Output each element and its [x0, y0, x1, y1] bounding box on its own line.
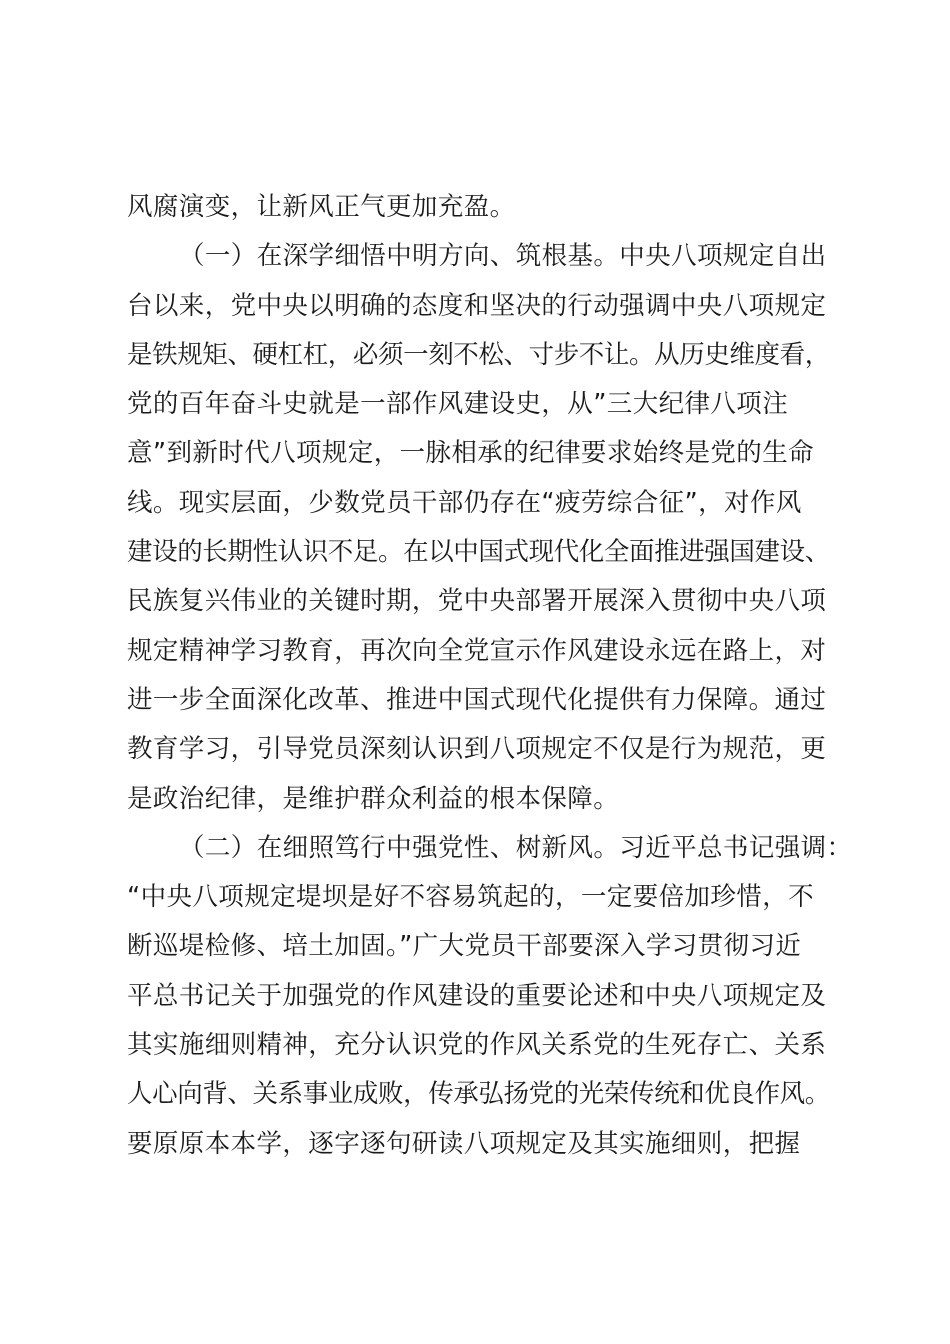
text-line-6: 意”到新时代八项规定，一脉相承的纪律要求始终是党的生命 [127, 438, 815, 469]
text-line-8: 建设的长期性认识不足。在以中国式现代化全面推进强国建设、 [127, 537, 830, 568]
text-line-4: 是铁规矩、硬杠杠，必须一刻不松、寸步不让。从历史维度看， [127, 339, 830, 370]
body-text [127, 183, 853, 1169]
text-line-2-section-one-heading: （一）在深学细悟中明方向、筑根基。中央八项规定自出 [179, 241, 827, 272]
text-line-10: 规定精神学习教育，再次向全党宣示作风建设永远在路上，对 [127, 635, 827, 666]
text-line-3: 台以来，党中央以明确的态度和坚决的行动强调中央八项规定 [127, 290, 827, 321]
text-line-11: 进一步全面深化改革、推进中国式现代化提供有力保障。通过 [127, 684, 827, 715]
text-line-17: 平总书记关于加强党的作风建设的重要论述和中央八项规定及 [127, 980, 827, 1011]
text-line-19: 人心向背、关系事业成败，传承弘扬党的光荣传统和优良作风。 [127, 1079, 830, 1110]
text-line-7: 线。现实层面，少数党员干部仍存在“疲劳综合征”，对作风 [127, 487, 802, 518]
text-line-18: 其实施细则精神，充分认识党的作风关系党的生死存亡、关系 [127, 1030, 827, 1061]
text-line-5: 党的百年奋斗史就是一部作风建设史，从”三大纪律八项注 [127, 389, 789, 420]
text-line-15: “中央八项规定堤坝是好不容易筑起的，一定要倍加珍惜，不 [127, 882, 815, 913]
text-line-16: 断巡堤检修、培土加固。”广大党员干部要深入学习贯彻习近 [127, 931, 802, 962]
text-line-1: 风腐演变，让新风正气更加充盈。 [127, 192, 516, 222]
text-line-12: 教育学习，引导党员深刻认识到八项规定不仅是行为规范，更 [127, 734, 827, 765]
text-line-13: 是政治纪律，是维护群众利益的根本保障。 [127, 783, 620, 814]
text-line-20: 要原原本本学，逐字逐句研读八项规定及其实施细则，把握 [127, 1128, 801, 1159]
text-line-14-section-two-heading: （二）在细照笃行中强党性、树新风。习近平总书记强调： [179, 832, 853, 863]
text-line-9: 民族复兴伟业的关键时期，党中央部署开展深入贯彻中央八项 [127, 586, 827, 617]
